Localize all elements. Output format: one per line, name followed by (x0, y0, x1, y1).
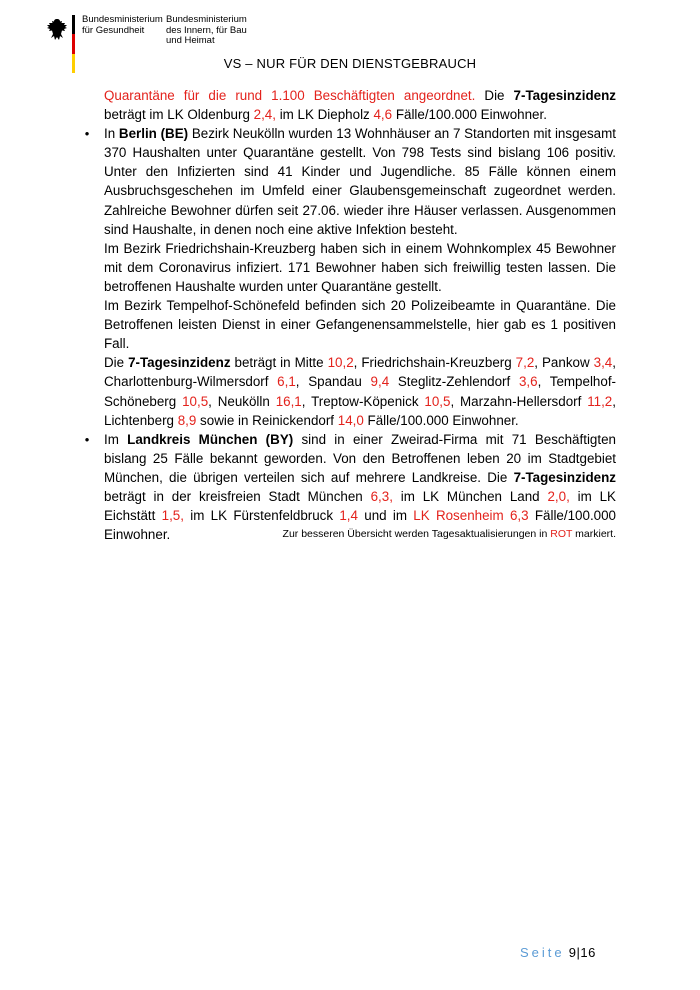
bullet-icon: • (84, 431, 90, 447)
page-label: Seite (520, 945, 565, 960)
list-item-berlin: • In Berlin (BE) Bezirk Neukölln wurden 13 Wohnhäuser an 7 Standorten mit insgesamt 370 Haushalten unter Quarantäne gestellt. Von 798 Tests sind bislang 106 positiv. Unter den Infizierten sind 41 Kinder und Jugendliche. 85 Fälle können einem Ausbruchsgeschehen im Umfeld einer Glaubensgemeinschaft zugeordnet werden. Zahlreiche Bewohner dürfen seit 27.06. wieder ihre Häuser verlassen. Ausgenommen sind Haushalte, in denen noch eine aktive Infektion besteht. Im Bezirk Friedrichshain-Kreuzberg haben sich in einem Wohnkomplex 45 Bewohner mit dem Coronavirus infiziert. 171 Bewohner haben sich freiwillig testen lassen. Die betroffenen Haushalte wurden unter Quarantäne gestellt. Im Bezirk Tempelhof-Schönefeld befinden sich 20 Polizeibeamte in Quarantäne. Die Betroffenen leisten Dienst in einer Gefangenensammelstelle, hier gab es 1 positiven Fall. Die 7-Tagesinzidenz beträgt in Mitte 10,2, Friedrichshain-Kreuzberg 7,2, Pankow 3,4, Charlottenburg-Wilmersdorf 6,1, Spandau 9,4 Steglitz-Zehlendorf 3,6, Tempelhof-Schöneberg 10,5, Neukölln 16,1, Treptow-Köpenick 10,5, Marzahn-Hellersdorf 11,2, Lichtenberg 8,9 sowie in Reinickendorf 14,0 Fälle/100.000 Einwohner. (104, 124, 616, 430)
page-separator: | (576, 945, 581, 960)
ministry-health-logo-text: Bundesministerium für Gesundheit (82, 14, 163, 36)
update-note: Zur besseren Übersicht werden Tagesaktualisierungen in ROT markiert. (282, 528, 616, 540)
federal-eagle-icon (46, 17, 68, 43)
classification-label: VS – NUR FÜR DEN DIENSTGEBRAUCH (223, 56, 477, 71)
page-footer (520, 945, 596, 960)
page-total: 16 (580, 945, 596, 960)
bullet-icon: • (84, 126, 90, 142)
continued-paragraph: Quarantäne für die rund 1.100 Beschäftigten angeordnet. Die 7-Tagesinzidenz beträgt im LK Oldenburg 2,4, im LK Diepholz 4,6 Fälle/100.000 Einwohner. (104, 88, 616, 123)
page-number: 9 (568, 945, 577, 960)
list-item-muenchen: • Im Landkreis München (BY) sind in einer Zweirad-Firma mit 71 Beschäftigten bislang 25 Fälle bekannt geworden. Von den Betroffenen leben 20 im Stadtgebiet München, die übrigen verteilen sich auf mehrere Landkreise. Die 7-Tagesinzidenz beträgt in der kreisfreien Stadt München 6,3, im LK München Land 2,0, im LK Eichstätt 1,5, im LK Fürstenfeldbruck 1,4 und im LK Rosenheim 6,3 Fälle/100.000 Einwohner. (104, 430, 616, 545)
ministry-interior-logo-text: Bundesministerium des Innern, für Bau und Heimat (166, 14, 247, 46)
main-content (84, 86, 617, 544)
